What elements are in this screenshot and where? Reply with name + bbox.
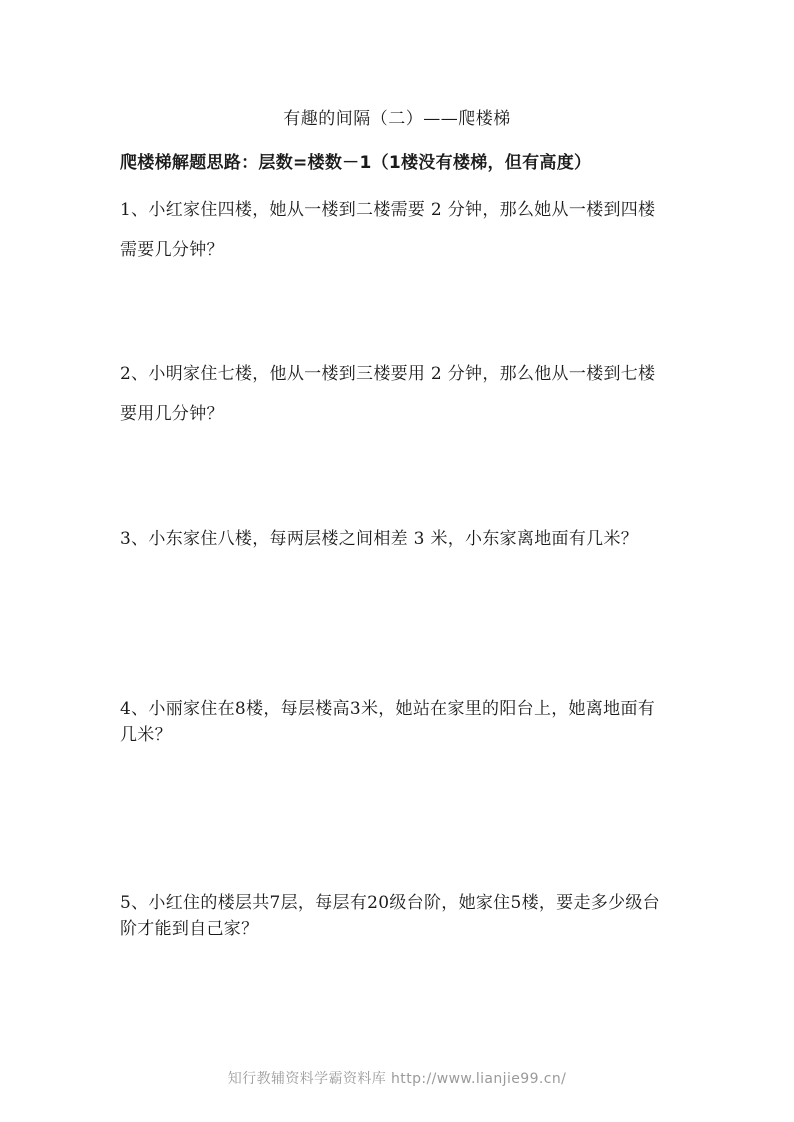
question-4-line-2: 几米？ (120, 725, 172, 745)
question-1-line-2: 需要几分钟？ (120, 240, 224, 260)
solution-tip: 爬楼梯解题思路：层数=楼数－1（1楼没有楼梯，但有高度） (120, 153, 592, 173)
question-2 (120, 354, 710, 434)
question-5 (120, 890, 710, 942)
question-4-line-1: 4、小丽家住在8楼，每层楼高3米，她站在家里的阳台上，她离地面有 (120, 699, 656, 719)
question-1-line-1: 1、小红家住四楼，她从一楼到二楼需要 2 分钟，那么她从一楼到四楼 (120, 200, 656, 220)
question-3 (120, 524, 710, 554)
question-5-line-1: 5、小红住的楼层共7层，每层有20级台阶，她家住5楼，要走多少级台 (120, 893, 660, 913)
question-2-line-2: 要用几分钟？ (120, 404, 224, 424)
footer-watermark: 知行教辅资料学霸资料库 http://www.lianjie99.cn/ (227, 1071, 567, 1087)
page-title: 有趣的间隔（二）——爬楼梯 (283, 109, 511, 129)
question-1 (120, 190, 710, 270)
question-2-line-1: 2、小明家住七楼，他从一楼到三楼要用 2 分钟，那么他从一楼到七楼 (120, 364, 656, 384)
question-4 (120, 696, 710, 748)
question-5-line-2: 阶才能到自己家？ (120, 919, 259, 939)
question-3-line-1: 3、小东家住八楼，每两层楼之间相差 3 米，小东家离地面有几米？ (120, 529, 639, 549)
